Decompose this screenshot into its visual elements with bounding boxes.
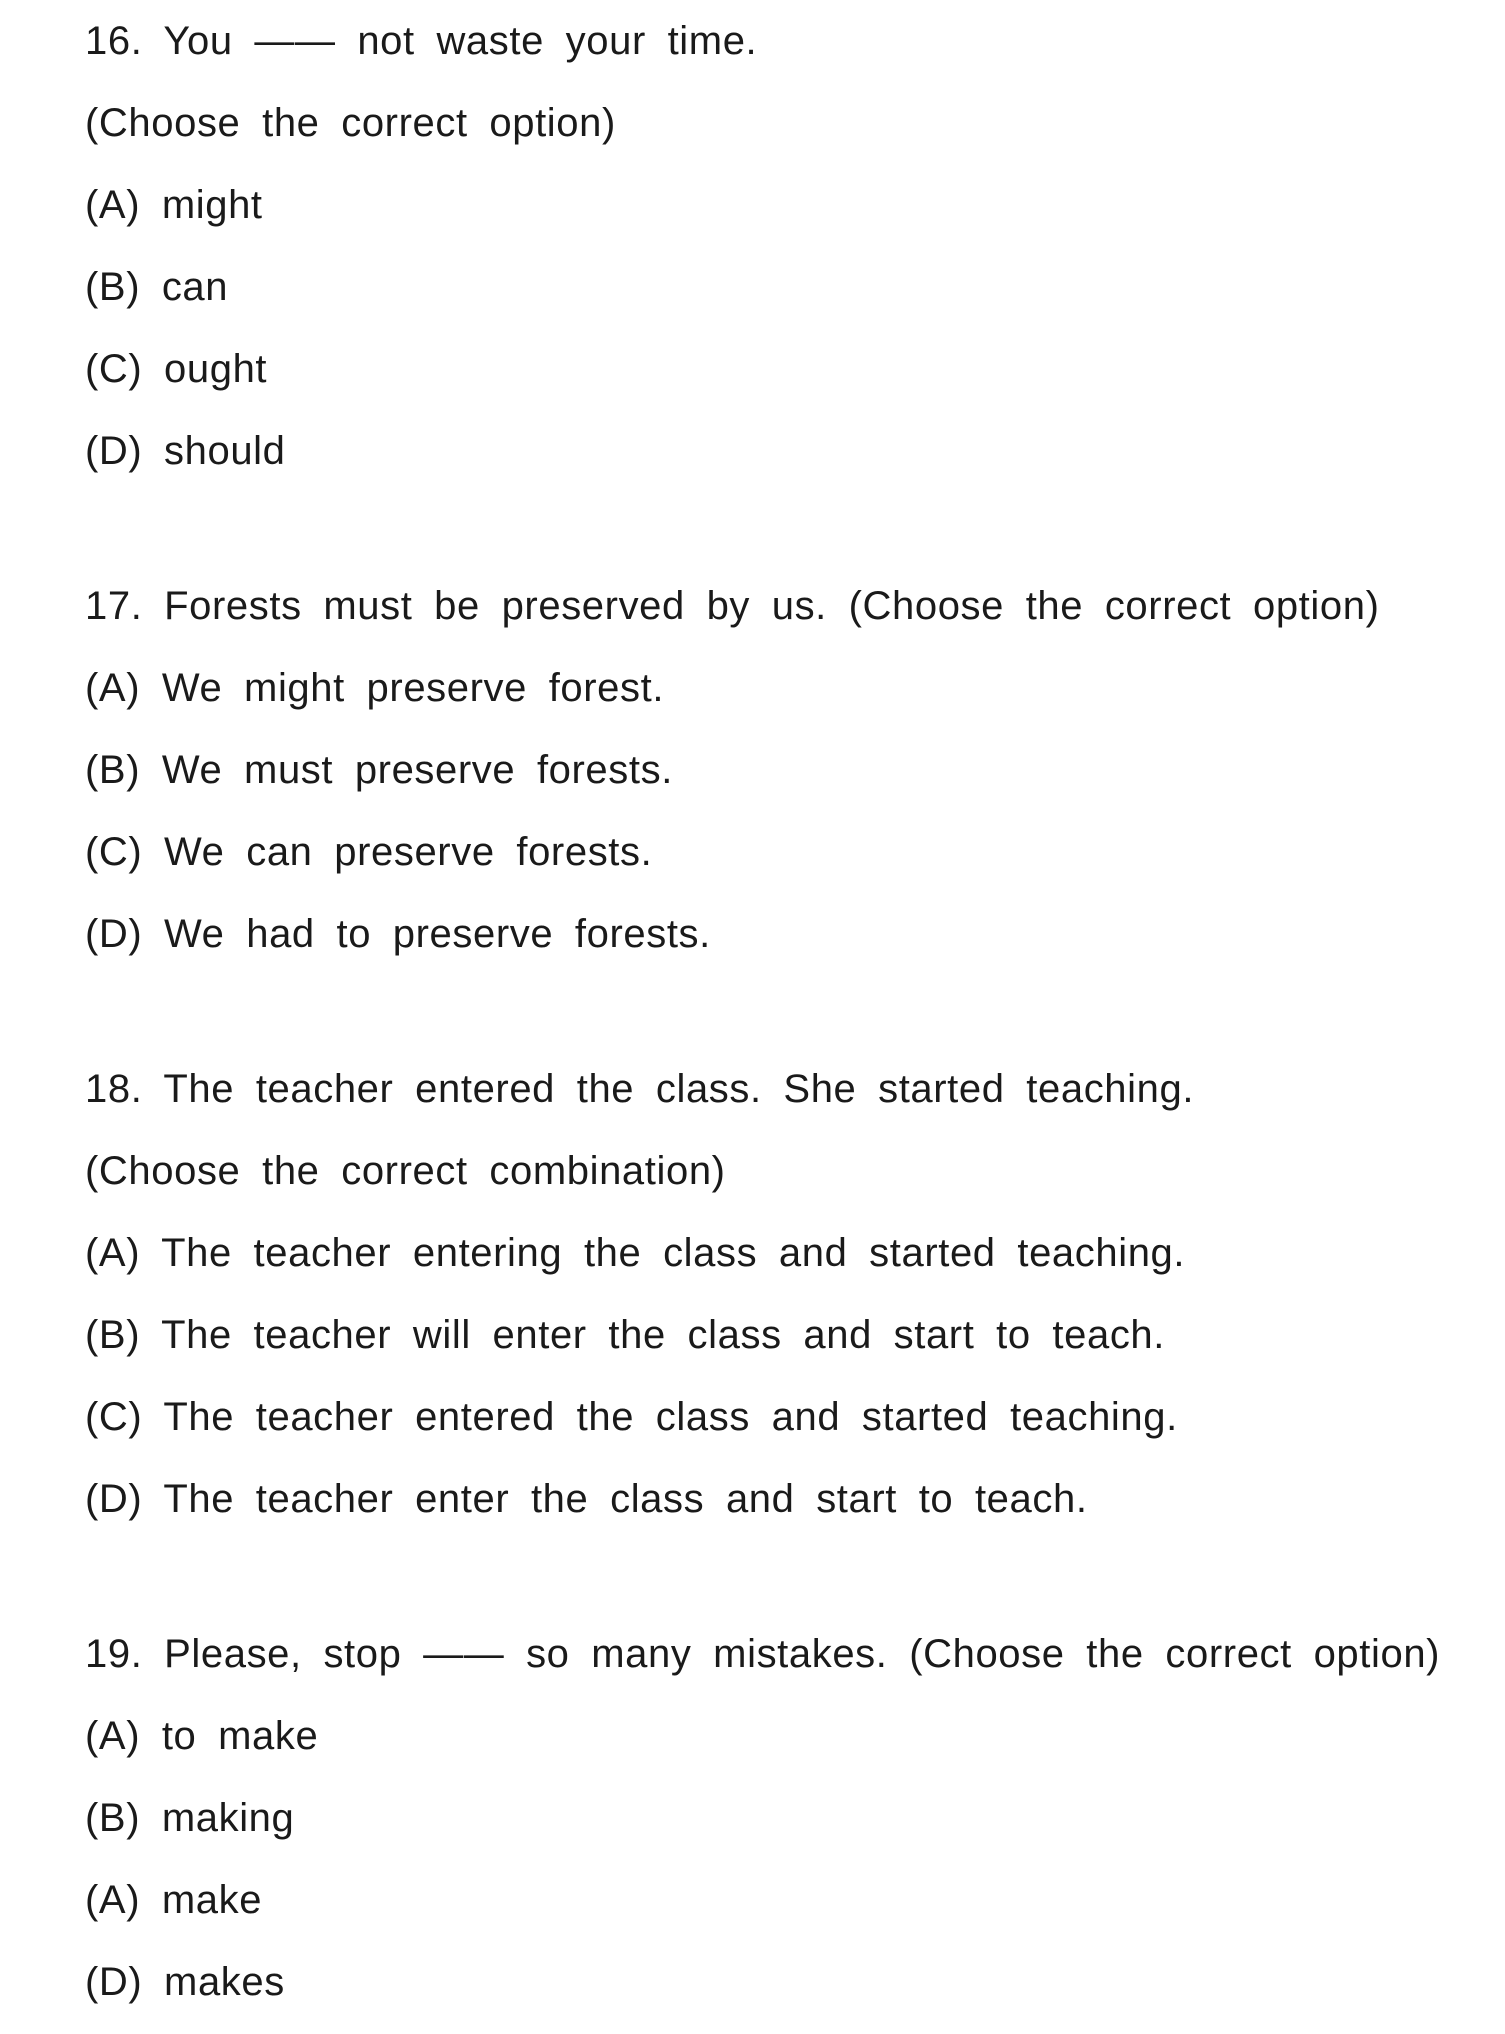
question-16-option-a: (A) might xyxy=(85,183,263,227)
question-16-option-d: (D) should xyxy=(85,429,286,473)
question-19-text: 19. Please, stop —— so many mistakes. (Choose the correct option) xyxy=(85,1632,1441,1676)
question-18-option-d: (D) The teacher enter the class and start to teach. xyxy=(85,1477,1088,1521)
question-19-option-c: (A) make xyxy=(85,1878,263,1922)
question-17-text: 17. Forests must be preserved by us. (Choose the correct option) xyxy=(85,584,1380,628)
question-19-option-b: (B) making xyxy=(85,1796,295,1840)
question-18-option-c: (C) The teacher entered the class and started teaching. xyxy=(85,1395,1178,1439)
question-16-instruction: (Choose the correct option) xyxy=(85,101,616,145)
question-17-option-d: (D) We had to preserve forests. xyxy=(85,912,711,956)
question-17-option-c: (C) We can preserve forests. xyxy=(85,830,653,874)
question-16-option-c: (C) ought xyxy=(85,347,268,391)
question-18-option-b: (B) The teacher will enter the class and start to teach. xyxy=(85,1313,1165,1357)
question-19-option-d: (D) makes xyxy=(85,1960,285,2004)
question-18-text: 18. The teacher entered the class. She started teaching. xyxy=(85,1067,1195,1111)
question-16-option-b: (B) can xyxy=(85,265,229,309)
question-17-option-b: (B) We must preserve forests. xyxy=(85,748,673,792)
question-16-text: 16. You —— not waste your time. xyxy=(85,19,758,63)
question-17-option-a: (A) We might preserve forest. xyxy=(85,666,665,710)
question-18-option-a: (A) The teacher entering the class and started teaching. xyxy=(85,1231,1186,1275)
question-19-option-a: (A) to make xyxy=(85,1714,319,1758)
question-18-instruction: (Choose the correct combination) xyxy=(85,1149,726,1193)
